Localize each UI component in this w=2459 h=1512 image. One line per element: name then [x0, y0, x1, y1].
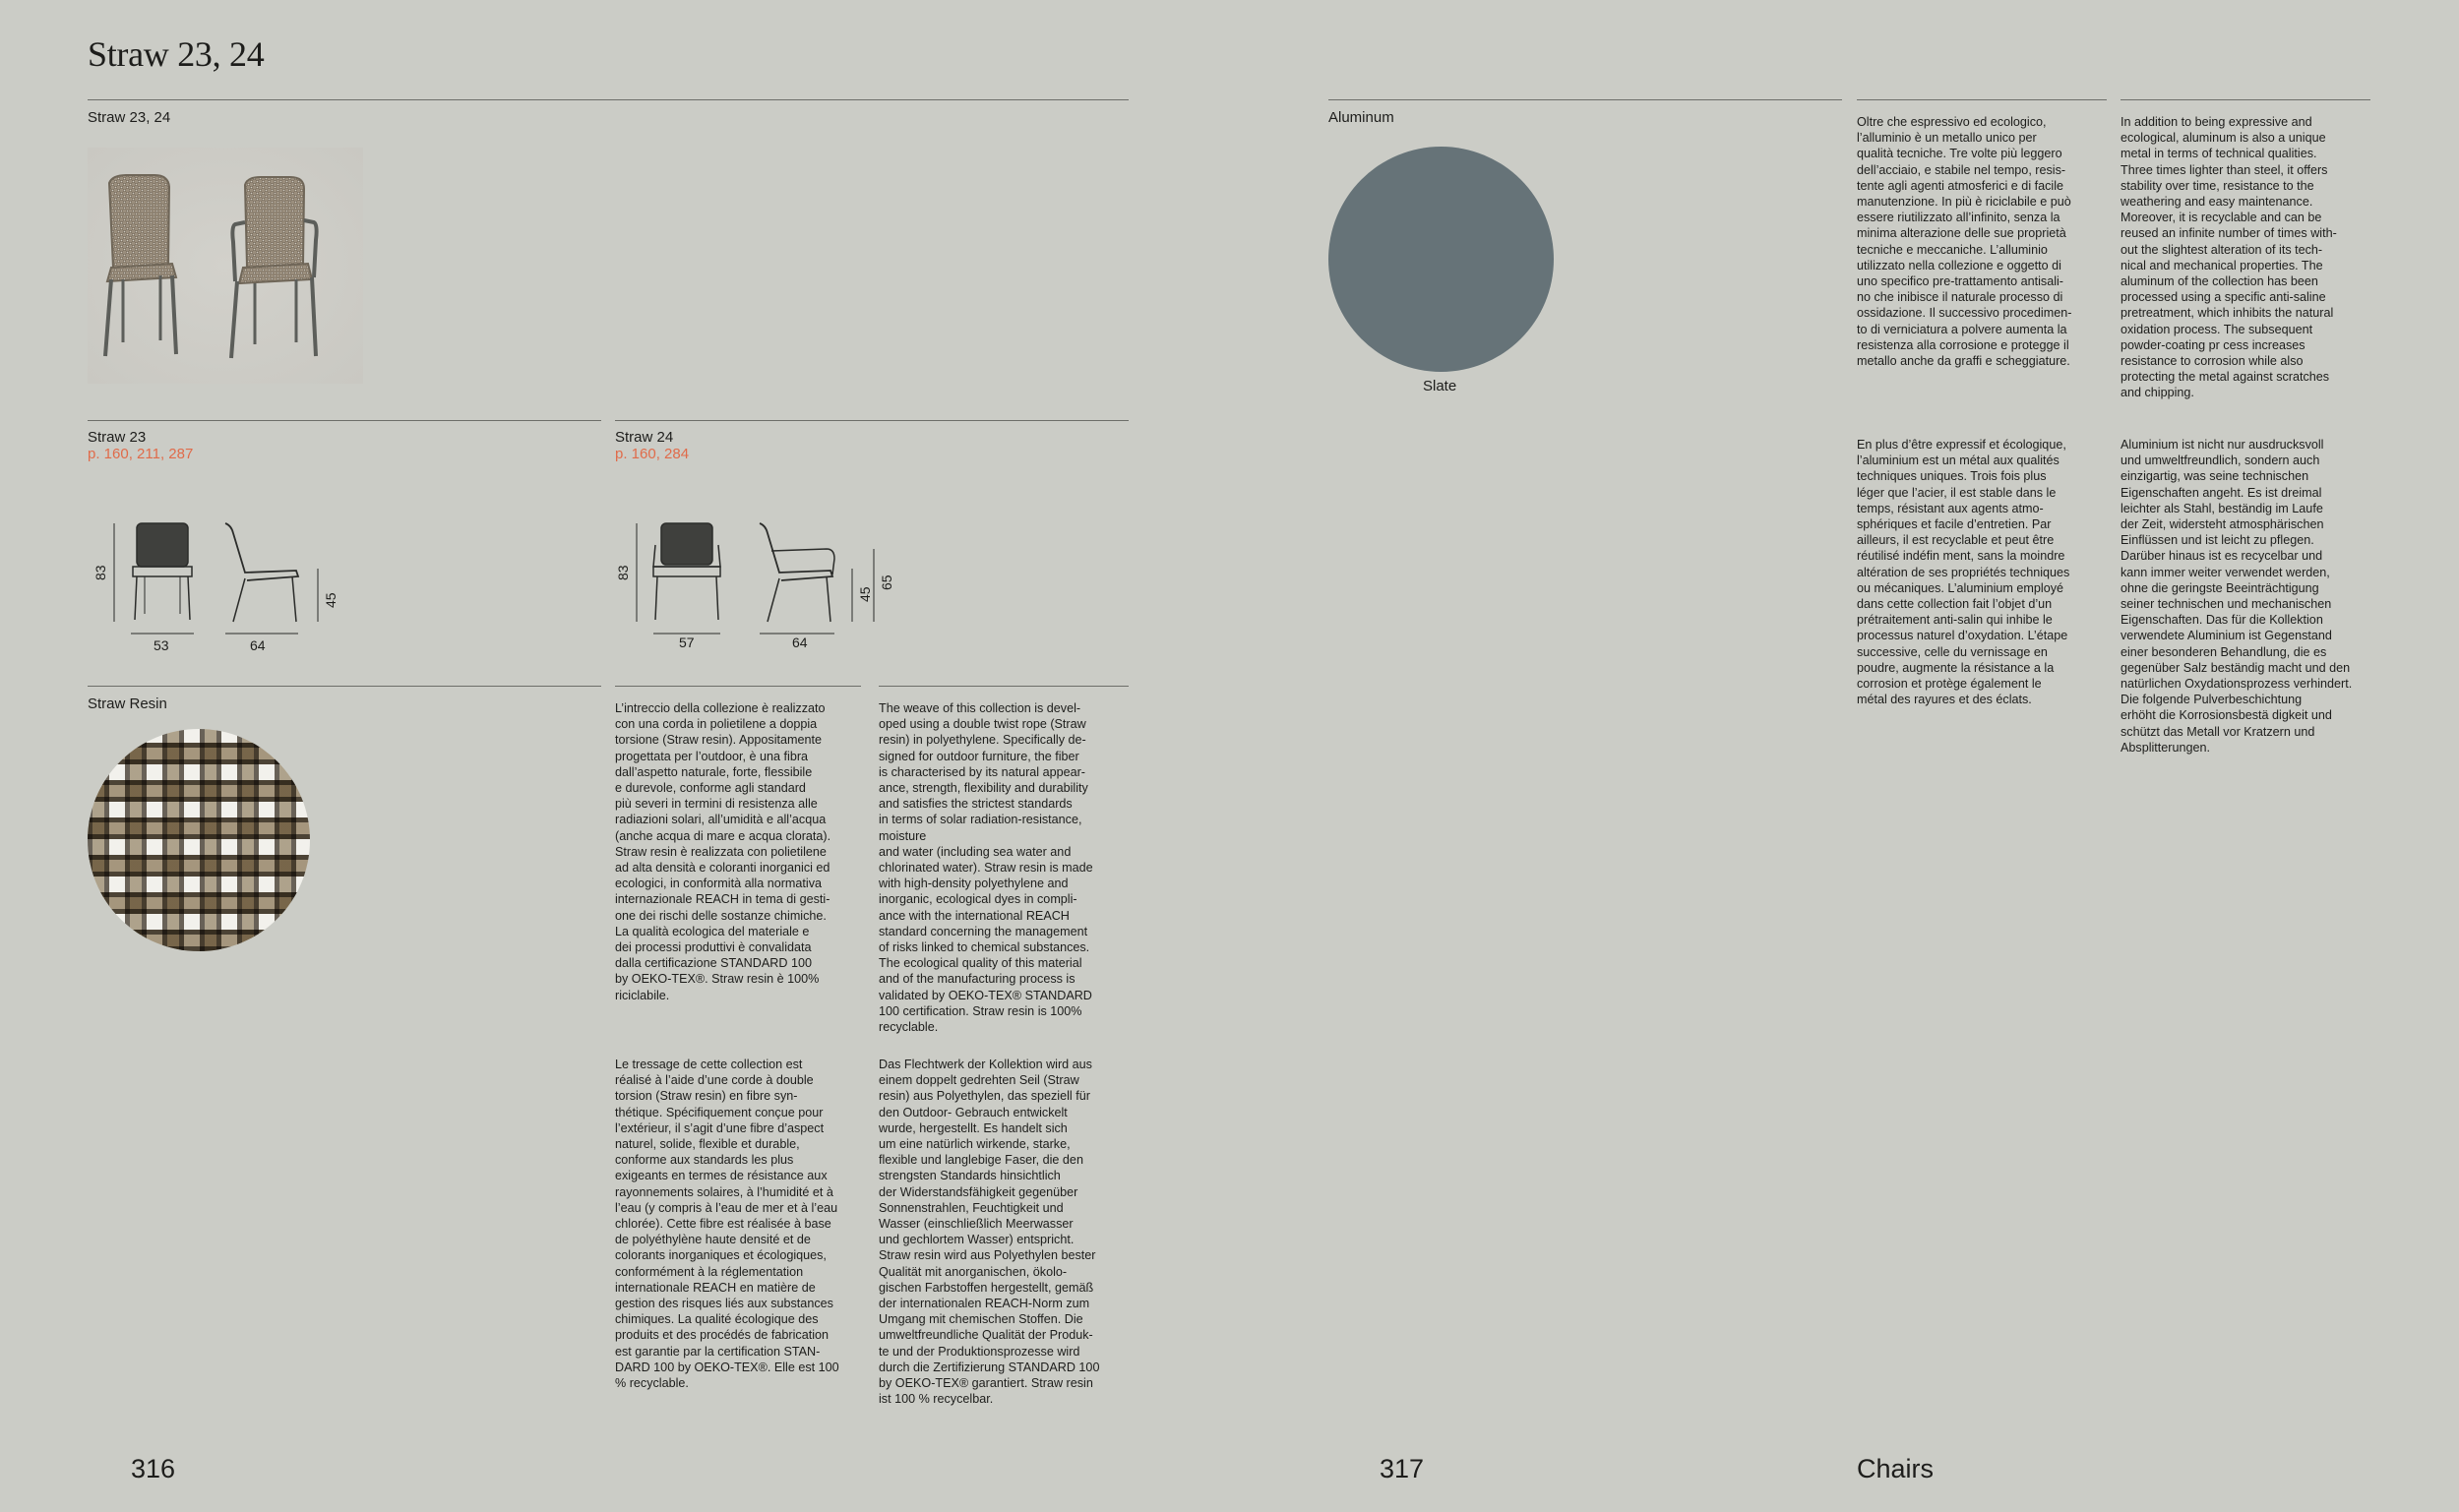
chairs-photo-illustration: [88, 148, 363, 384]
section-name: Chairs: [1857, 1454, 1935, 1483]
straw24-line-drawing: [610, 512, 886, 659]
aluminum-text-it: Oltre che espressivo ed ecologico, l’alluminio è un metallo unico per qualità tecniche. Tre volte più leggero dell’acciaio, e stabile nel tempo, resis- tente agli agenti atmosferici e di facile manutenzione. In più è riciclabile e può essere riutilizzato all’infinito, senza la minima alterazione delle sue proprietà tecniche e meccaniche. L’alluminio utilizzato nella collezione e oggetto di uno specifico pre-trattamento antisali- no che inibisce il naturale processo di ossidazione. Il successivo procedimen- to di verniciatura a polvere aumenta la resistenza alla corrosione e protegge il metallo anche da graffi e scheggiature.: [1857, 115, 2072, 369]
straw23-depth-dim: 64: [250, 637, 266, 653]
aluminum-text-de: Aluminium ist nicht nur ausdrucksvoll und umweltfreundlich, sondern auch einzigartig, was seine technischen Eigenschaften angeht. Es ist dreimal leichter als Stahl, beständig im Laufe der Zeit, widersteht atmosphärischen Einflüssen und ist leicht zu pflegen. Darüber hinaus ist es recycelbar und kann immer weiter verwendet werden, ohne die geringste Beeinträchtigung seiner technischen und mechanischen Eigenschaften. Das für die Kollektion verwendete Aluminium ist Gegenstand einer besonderen Behandlung, die es gegenüber Salz beständig macht und den natürlichen Oxydationsprozess verhindert. Die folgende Pulverbeschichtung erhöht die Korrosionsbestä digkeit und schützt das Metall vor Kratzern und Absplitterungen.: [2121, 438, 2353, 755]
aluminum-text-divider-it: [1857, 99, 2107, 100]
straw24-height-dim: 83: [615, 565, 631, 580]
straw24-depth-dim: 64: [792, 635, 808, 650]
straw23-width-dim: 53: [154, 637, 169, 653]
page-number-right: 317: [1380, 1454, 1425, 1483]
straw-resin-swatch: [88, 729, 310, 951]
straw23-seat-height-dim: 45: [323, 592, 338, 608]
straw23-name: Straw 23: [88, 429, 147, 446]
title-divider: [88, 99, 1129, 100]
aluminum-divider: [1328, 99, 1842, 100]
resin-text-de: Das Flechtwerk der Kollektion wird aus einem doppelt gedrehten Seil (Straw resin) aus Polyethylen, das speziell für den Outdoor- Gebrauch entwickelt wurde, hergestellt. Es handelt sich um eine natürlich wirkende, starke, flexible und langlebige Faser, die den strengsten Standards hinsichtlich der Widerstandsfähigkeit gegenüber Sonnenstrahlen, Feuchtigkeit und Wasser (einschließlich Meerwasser und gechlortem Wasser) entspricht. Straw resin wird aus Polyethylen bester Qualität mit anorganischen, ökolo- gischen Farbstoffen hergestellt, gemäß der internationalen REACH-Norm zum Umgang mit chemischen Stoffen. Die umweltfreundliche Qualität der Produk- te und der Produktionsprozesse wird durch die Zertifizierung STANDARD 100 by OEKO-TEX® garantiert. Straw resin ist 100 % recycelbar.: [879, 1058, 1100, 1407]
aluminum-text-divider-en: [2121, 99, 2370, 100]
straw23-dimension-drawing: [88, 512, 343, 659]
page-number-left: 316: [131, 1454, 176, 1483]
slate-finish-name: Slate: [1423, 378, 1457, 394]
straw23-page-ref[interactable]: p. 160, 211, 287: [88, 446, 194, 462]
straw23-height-dim: 83: [92, 565, 108, 580]
aluminum-label: Aluminum: [1328, 109, 1394, 126]
resin-text-en: The weave of this collection is devel- oped using a double twist rope (Straw resin) in polyethylene. Specifically de- signed for outdoor furniture, the fiber is characterised by its natural appear- ance, strength, flexibility and durability and satisfies the strictest standards in terms of solar radiation-resistance, moisture and water (including sea water and chlorinated water). Straw resin is made with high-density polyethylene and inorganic, ecological dyes in compli- ance with the international REACH standard concerning the management of risks linked to chemical substances. The ecological quality of this material and of the manufacturing process is validated by OEKO-TEX® STANDARD 100 certification. Straw resin is 100% recyclable.: [879, 701, 1093, 1035]
straw24-dimension-drawing: [610, 512, 886, 659]
aluminum-text-en: In addition to being expressive and ecological, aluminum is also a unique metal in terms of technical qualities. Three times lighter than steel, it offers stability over time, resistance to the weathering and easy maintenance. Moreover, it is recyclable and can be reused an infinite number of times with- out the slightest alteration of its tech- nical and mechanical properties. The aluminum of the collection has been processed using a specific anti-saline pretreatment, which inhibits the natural oxidation process. The subsequent powder-coating pr cess increases resistance to corrosion while also protecting the metal against scratches and chipping.: [2121, 115, 2337, 400]
resin-text-divider-it: [615, 686, 861, 687]
straw24-name: Straw 24: [615, 429, 674, 446]
slate-swatch: [1328, 147, 1554, 372]
straw24-seat-height-dim: 45: [857, 586, 873, 602]
straw24-arm-height-dim: 65: [879, 575, 894, 590]
aluminum-text-fr: En plus d’être expressif et écologique, l’aluminium est un métal aux qualités techniques uniques. Trois fois plus léger que l’acier, il est stable dans le temps, résistant aux agents atmo- sphériques et facile d’entretien. Par ailleurs, il est recyclable et peut être réutilisé indéfin ment, sans la moindre altération de ses propriétés techniques ou mécaniques. L’aluminium employé dans cette collection fait l’objet d’un prétraitement anti-salin qui inhibe le processus naturel d’oxydation. L’étape successive, celle du vernissage en poudre, augmente la résistance a la corrosion et protège également le métal des rayures et des éclats.: [1857, 438, 2070, 707]
resin-text-divider-en: [879, 686, 1129, 687]
straw24-divider: [615, 420, 1129, 421]
product-photo: [88, 148, 363, 384]
page-title: Straw 23, 24: [88, 34, 265, 74]
straw23-line-drawing: [88, 512, 343, 659]
straw24-page-ref[interactable]: p. 160, 284: [615, 446, 690, 462]
collection-label: Straw 23, 24: [88, 109, 171, 126]
resin-divider: [88, 686, 601, 687]
resin-text-it: L’intreccio della collezione è realizzato con una corda in polietilene a doppia torsione (Straw resin). Appositamente progettata per l’outdoor, è una fibra dall’aspetto naturale, forte, flessibile e durevole, conforme agli standard più severi in termini di resistenza alle radiazioni solari, all’umidità e all’acqua (anche acqua di mare e acqua clorata). Straw resin è realizzata con polietilene ad alta densità e coloranti inorganici ed ecologici, in conformità alla normativa internazionale REACH in tema di gesti- one dei rischi delle sostanze chimiche. La qualità ecologica del materiale e dei processi produttivi è convalidata dalla certificazione STANDARD 100 by OEKO-TEX®. Straw resin è 100% riciclabile.: [615, 701, 831, 1002]
resin-label: Straw Resin: [88, 696, 167, 712]
straw23-divider: [88, 420, 601, 421]
resin-text-fr: Le tressage de cette collection est réalisé à l’aide d’une corde à double torsion (Straw resin) en fibre syn- thétique. Spécifiquement conçue pour l’extérieur, il s’agit d’une fibre d’aspect naturel, solide, flexible et durable, conforme aux standards les plus exigeants en termes de résistance aux rayonnements solaires, à l’humidité et à l’eau (y compris à l’eau de mer et à l’eau chlorée). Cette fibre est réalisée à base de polyéthylène haute densité et de colorants inorganiques et écologiques, conformément à la réglementation internationale REACH en matière de gestion des risques liés aux substances chimiques. La qualité écologique des produits et des procédés de fabrication est garantie par la certification STAN- DARD 100 by OEKO-TEX®. Elle est 100 % recyclable.: [615, 1058, 839, 1391]
straw24-width-dim: 57: [679, 635, 695, 650]
